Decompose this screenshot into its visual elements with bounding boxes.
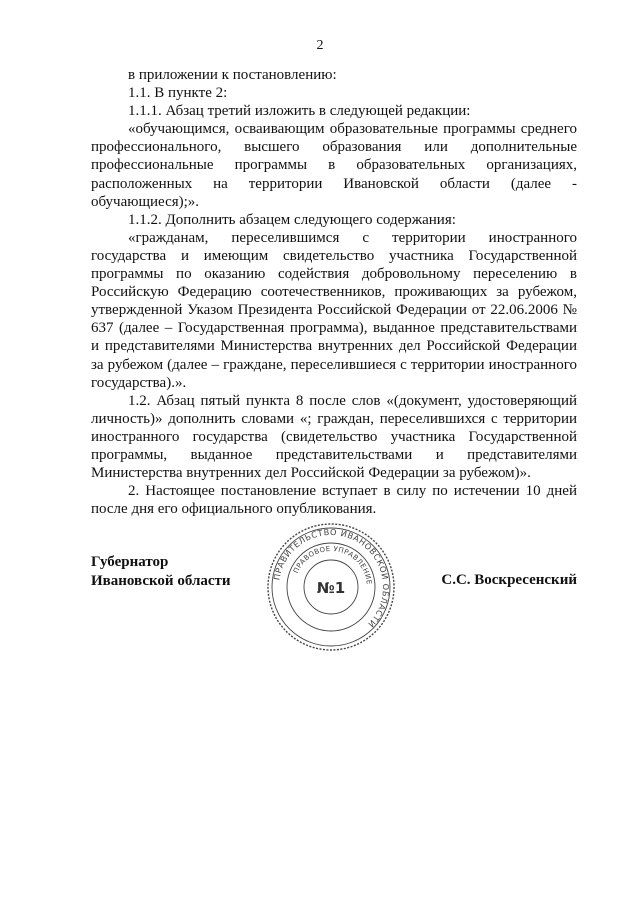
official-seal	[265, 521, 397, 653]
document-body	[91, 66, 577, 518]
seal-number: №1	[316, 579, 346, 597]
paragraph-1-1-1: 1.1.1. Абзац третий изложить в следующей редакции:	[128, 103, 471, 120]
signature-title	[91, 553, 231, 591]
paragraph-quote-citizens: «гражданам, переселившимся с территории иностранного государства и имеющим свидетельство участника Государственной программы по оказанию содействия добровольному переселению в Российскую Федерацию соотечественников, проживающих за рубежом, утвержденной Указом Президента Российской Федерации от 22.06.2006 № 637 (далее – Государственная программа), выданное представительствами и представителями Министерства внутренних дел Российской Федерации за рубежом (далее – граждане, переселившиеся с территории иностранного государства).».	[91, 229, 577, 391]
paragraph-1-2: 1.2. Абзац пятый пункта 8 после слов «(документ, удостоверяющий личность)» дополнить словами «; граждан, переселившихся с территории иностранного государства (свидетельство участника Государственной программы, выданное представительствами и представителями Министерства внутренних дел Российской Федерации за рубежом)».	[91, 392, 577, 482]
seal-inner-text: ПРАВОВОЕ УПРАВЛЕНИЕ	[292, 544, 373, 586]
signature-title-line2: Ивановской области	[91, 573, 231, 589]
paragraph-intro: в приложении к постановлению:	[128, 67, 337, 83]
signature-name: С.С. Воскресенский	[441, 572, 577, 588]
paragraph-quote-students: «обучающимся, осваивающим образовательные программы среднего профессионального, высшего образования или дополнительные профессиональные программы в образовательных организациях, расположенных на территории Ивановской области (далее - обучающиеся);».	[91, 121, 577, 210]
paragraph-2: 2. Настоящее постановление вступает в силу по истечении 10 дней после дня его официального опубликования.	[91, 483, 577, 518]
page-number: 2	[316, 38, 324, 53]
paragraph-1-1-2: 1.1.2. Дополнить абзацем следующего содержания:	[128, 211, 456, 228]
signature-title-line1: Губернатор	[91, 554, 169, 570]
seal-ring-text: ПРАВИТЕЛЬСТВО ИВАНОВСКОЙ ОБЛАСТИ	[271, 526, 392, 630]
paragraph-1-1: 1.1. В пункте 2:	[128, 85, 228, 102]
